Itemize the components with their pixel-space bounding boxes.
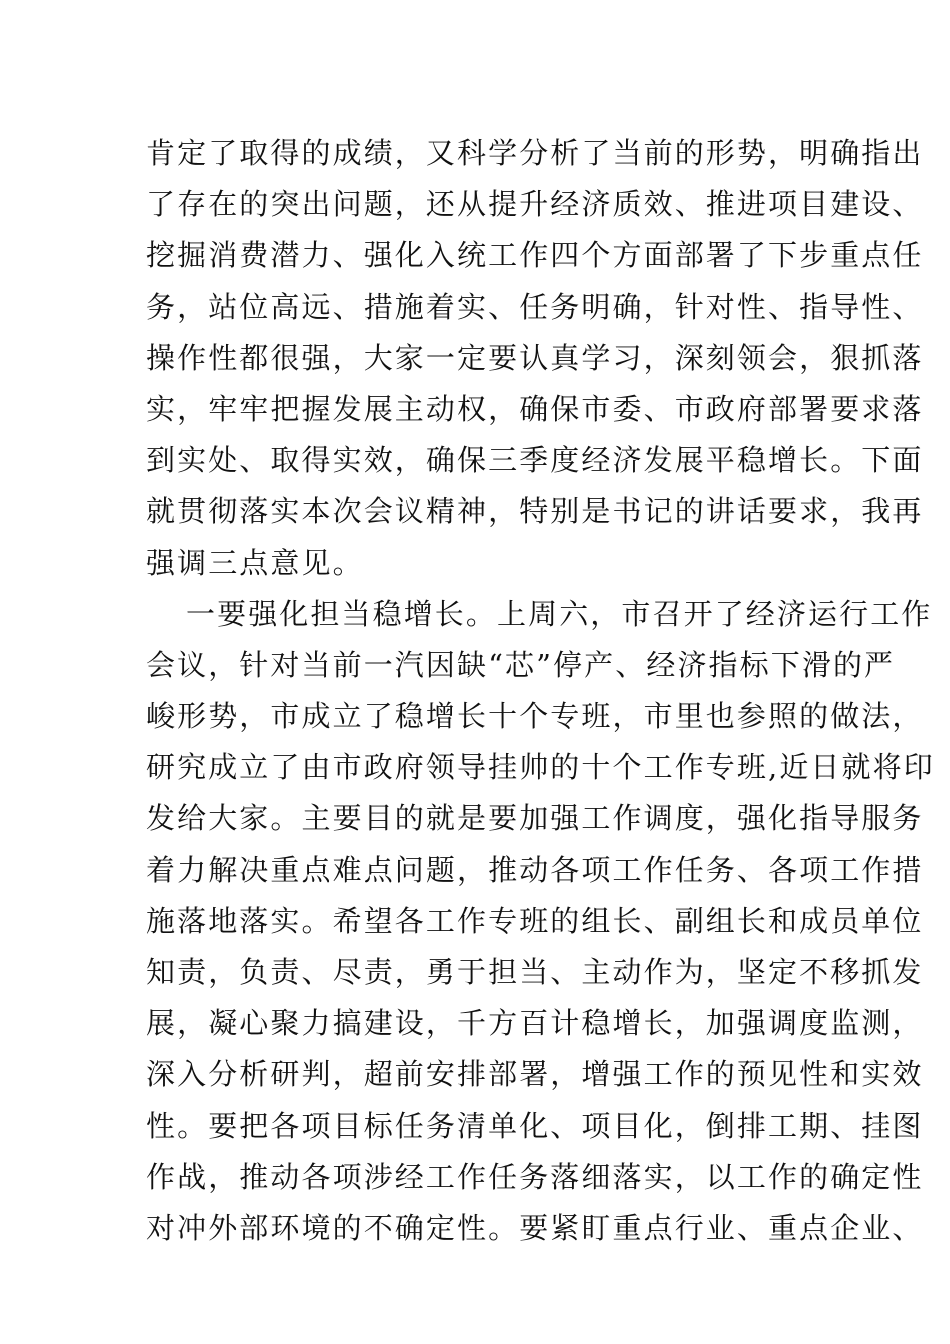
text-line: 到实处、取得实效，确保三季度经济发展平稳增长。下面: [146, 443, 924, 478]
text-line: 展，凝心聚力搞建设，千方百计稳增长，加强调度监测，: [146, 1006, 924, 1041]
text-line: 操作性都很强，大家一定要认真学习，深刻领会，狠抓落: [146, 340, 924, 375]
text-line: 发给大家。主要目的就是要加强工作调度，强化指导服务: [146, 801, 924, 836]
text-line: 挖掘消费潜力、强化入统工作四个方面部署了下步重点任: [146, 238, 924, 273]
text-line: 会议，针对当前一汽因缺“芯”停产、经济指标下滑的严: [146, 647, 896, 682]
text-line: 研究成立了由市政府领导挂帅的十个工作专班,近日就将印: [146, 750, 935, 785]
text-line: 知责，负责、尽责，勇于担当、主动作为，坚定不移抓发: [146, 955, 924, 989]
paragraph-start-line: 一要强化担当稳增长。上周六，市召开了经济运行工作: [186, 596, 933, 631]
text-line: 对冲外部环境的不确定性。要紧盯重点行业、重点企业、: [146, 1210, 924, 1245]
text-line: 肯定了取得的成绩，又科学分析了当前的形势，明确指出: [146, 136, 924, 170]
text-line: 了存在的突出问题，还从提升经济质效、推进项目建设、: [146, 187, 924, 222]
body-text: [146, 128, 935, 1254]
text-line: 强调三点意见。: [146, 545, 364, 580]
text-line: 实，牢牢把握发展主动权，确保市委、市政府部署要求落: [146, 391, 924, 426]
text-line: 峻形势，市成立了稳增长十个专班，市里也参照的做法，: [146, 699, 924, 734]
text-line: 作战，推动各项涉经工作任务落细落实，以工作的确定性: [146, 1159, 924, 1194]
text-line: 施落地落实。希望各工作专班的组长、副组长和成员单位: [146, 903, 924, 938]
text-line: 深入分析研判，超前安排部署，增强工作的预见性和实效: [146, 1057, 924, 1092]
text-line: 着力解决重点难点问题，推动各项工作任务、各项工作措: [146, 852, 924, 887]
text-line: 务，站位高远、措施着实、任务明确，针对性、指导性、: [146, 289, 924, 324]
text-line: 性。要把各项目标任务清单化、项目化，倒排工期、挂图: [146, 1108, 924, 1143]
text-line: 就贯彻落实本次会议精神，特别是书记的讲话要求，我再: [146, 494, 924, 529]
